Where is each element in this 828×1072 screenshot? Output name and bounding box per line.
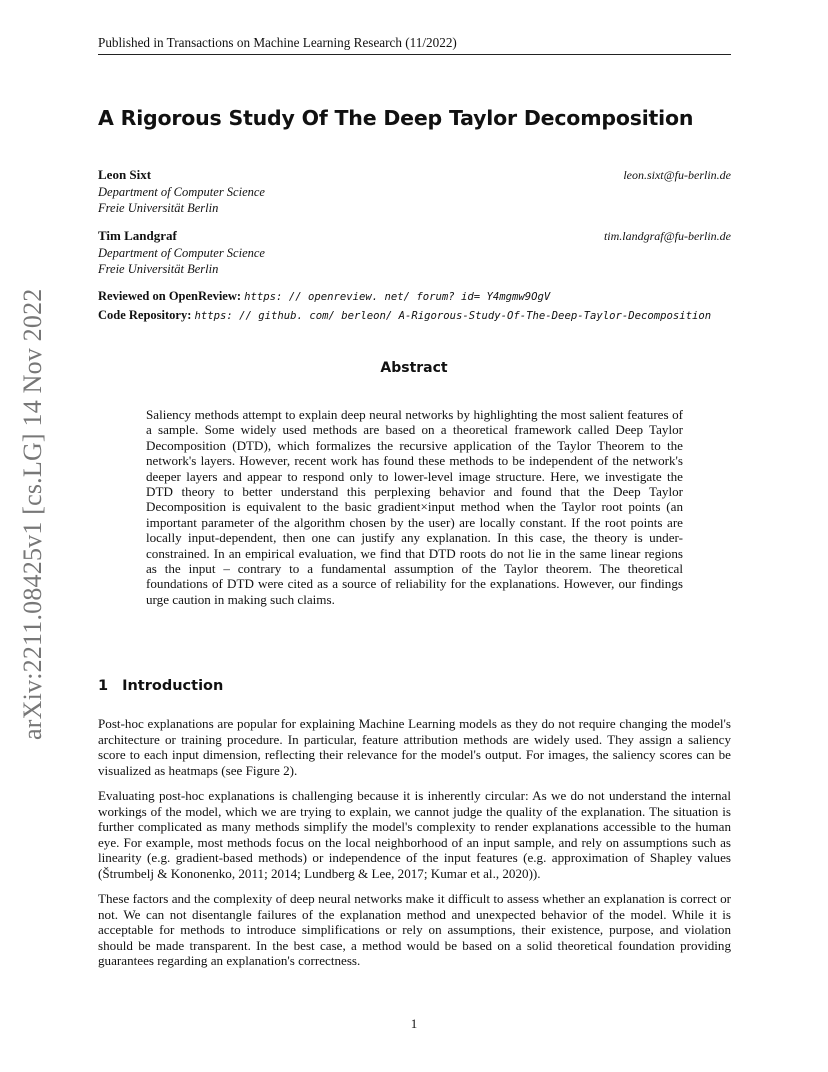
section-heading — [98, 678, 223, 694]
author-institution: Freie Universität Berlin — [98, 200, 219, 215]
abstract-text: Saliency methods attempt to explain deep neural networks by highlighting the most salient features of a sample. Some widely used methods are based on a theoretical framework called Deep Taylor Decomposition (DTD), which formalizes the recursive application of the Taylor Theorem to the network's layers. However, recent work has found these methods to be independent of the network's deeper layers and appear to respond only to lower-level image structure. Here, we investigate the DTD theory to better understand this perplexing behavior and found that the Deep Taylor Decomposition is equivalent to the basic gradient×input method when the Taylor root points (an important parameter of the algorithm chosen by the user) are locally constant. If the root points are locally input-dependent, then one can justify any explanation. In this case, the theory is under-constrained. In an empirical evaluation, we find that DTD roots do not lie in the same linear regions as the input – contrary to a fundamental assumption of the Taylor theorem. The theoretical foundations of DTD were cited as a source of reliability for the explanations. However, our findings urge caution in making such claims. — [146, 407, 683, 607]
section-number: 1 — [98, 678, 109, 694]
page-number: 1 — [410, 1016, 418, 1031]
paragraph: Post-hoc explanations are popular for explaining Machine Learning models as they do not require changing the model's architecture or training procedure. In particular, feature attribution methods are widely used. They assign a saliency score to each input dimension, reflecting their relevance for the model's output. For images, the saliency scores can be visualized as heatmaps (see Figure 2). — [98, 716, 731, 778]
openreview-label: Reviewed on OpenReview: — [98, 289, 242, 303]
abstract-heading: Abstract — [380, 360, 448, 376]
section-title: Introduction — [122, 678, 224, 694]
author-block-2 — [98, 228, 265, 277]
section-body — [98, 716, 731, 979]
code-repository-line — [98, 308, 711, 323]
author-name: Leon Sixt — [98, 167, 152, 182]
code-repository-label: Code Repository: — [98, 308, 192, 322]
author-department: Department of Computer Science — [98, 246, 265, 260]
author-name: Tim Landgraf — [98, 228, 177, 243]
openreview-link[interactable]: https: // openreview. net/ forum? id= Y4mgmw9OgV — [244, 291, 551, 303]
author-email[interactable]: leon.sixt@fu-berlin.de — [623, 168, 731, 182]
paper-title: A Rigorous Study Of The Deep Taylor Decomposition — [98, 106, 694, 130]
paragraph: These factors and the complexity of deep neural networks make it difficult to assess whether an explanation is correct or not. We can not disentangle failures of the explanation method and unexpected behavior of the model. While it is acceptable for methods to introduce simplifications or rely on assumptions, their existence, purpose, and violation should be made transparent. In the best case, a method would be based on a solid theoretical foundation providing guarantees regarding an explanation's correctness. — [98, 891, 731, 968]
running-head: Published in Transactions on Machine Learning Research (11/2022) — [98, 35, 731, 55]
paragraph: Evaluating post-hoc explanations is challenging because it is inherently circular: As we do not understand the internal workings of the model, which we are trying to explain, we cannot judge the quality of the explanation. The situation is further complicated as many methods simplify the model's complexity to render explanations accessible to the human eye. For example, most methods focus on the local neighborhood of an input sample, and rely on assumptions such as linearity (e.g. gradient-based methods) or independence of the input features (e.g. approximation of Shapley values (Štrumbelj & Kononenko, 2011; 2014; Lundberg & Lee, 2017; Kumar et al., 2020)). — [98, 788, 731, 881]
author-block-1 — [98, 167, 265, 216]
author-department: Department of Computer Science — [98, 185, 265, 199]
arxiv-stamp-text: arXiv:2211.08425v1 [cs.LG] 14 Nov 2022 — [18, 288, 47, 740]
author-institution: Freie Universität Berlin — [98, 261, 219, 276]
openreview-line — [98, 289, 550, 304]
code-repository-link[interactable]: https: // github. com/ berleon/ A-Rigorous-Study-Of-The-Deep-Taylor-Decomposition — [194, 310, 712, 322]
author-email[interactable]: tim.landgraf@fu-berlin.de — [603, 229, 731, 243]
